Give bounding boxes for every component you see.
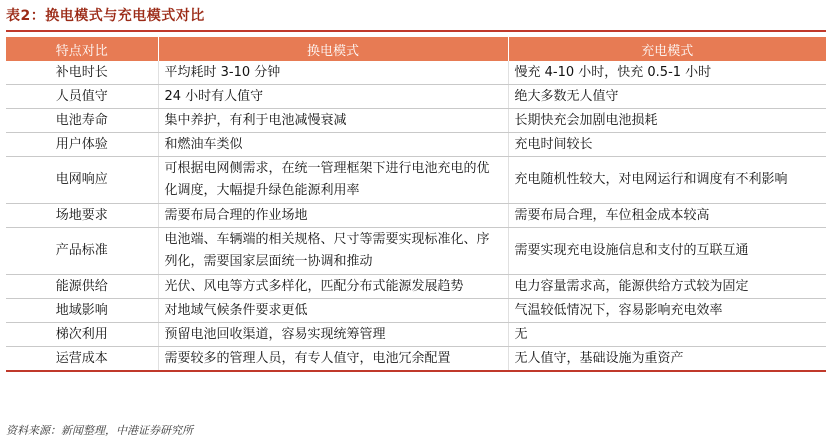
charge-cell: 气温较低情况下，容易影响充电效率 (508, 299, 826, 323)
feature-cell: 地域影响 (6, 299, 158, 323)
swap-cell: 电池端、车辆端的相关规格、尺寸等需要实现标准化、序列化，需要国家层面统一协调和推动 (158, 228, 508, 275)
feature-cell: 补电时长 (6, 61, 158, 85)
swap-cell: 需要布局合理的作业场地 (158, 204, 508, 228)
charge-cell: 无人值守，基础设施为重资产 (508, 347, 826, 372)
charge-cell: 充电时间较长 (508, 133, 826, 157)
swap-cell: 预留电池回收渠道，容易实现统筹管理 (158, 323, 508, 347)
charge-cell: 绝大多数无人值守 (508, 85, 826, 109)
feature-cell: 梯次利用 (6, 323, 158, 347)
table-row (6, 204, 826, 228)
table-title: 表2：换电模式与充电模式对比 (6, 8, 205, 24)
feature-cell: 场地要求 (6, 204, 158, 228)
feature-cell: 产品标准 (6, 228, 158, 275)
table-row (6, 275, 826, 299)
table-row (6, 347, 826, 372)
title-divider (6, 30, 826, 32)
comparison-table (6, 37, 826, 372)
charge-cell: 电力容量需求高，能源供给方式较为固定 (508, 275, 826, 299)
table-row (6, 109, 826, 133)
swap-cell: 可根据电网侧需求，在统一管理框架下进行电池充电的优化调度，大幅提升绿色能源利用率 (158, 157, 508, 204)
feature-cell: 人员值守 (6, 85, 158, 109)
charge-cell: 无 (508, 323, 826, 347)
feature-cell: 电网响应 (6, 157, 158, 204)
charge-cell: 慢充 4-10 小时，快充 0.5-1 小时 (508, 61, 826, 85)
table-row (6, 61, 826, 85)
feature-cell: 运营成本 (6, 347, 158, 372)
header-feature: 特点对比 (6, 37, 158, 61)
header-swap-mode: 换电模式 (158, 37, 508, 61)
table-row (6, 299, 826, 323)
charge-cell: 需要实现充电设施信息和支付的互联互通 (508, 228, 826, 275)
charge-cell: 充电随机性较大，对电网运行和调度有不利影响 (508, 157, 826, 204)
source-note: 资料来源：新闻整理，中港证券研究所 (6, 424, 193, 437)
swap-cell: 集中养护，有利于电池减慢衰减 (158, 109, 508, 133)
swap-cell: 光伏、风电等方式多样化，匹配分布式能源发展趋势 (158, 275, 508, 299)
table-row (6, 228, 826, 275)
charge-cell: 长期快充会加剧电池损耗 (508, 109, 826, 133)
charge-cell: 需要布局合理，车位租金成本较高 (508, 204, 826, 228)
feature-cell: 电池寿命 (6, 109, 158, 133)
table-row (6, 133, 826, 157)
swap-cell: 和燃油车类似 (158, 133, 508, 157)
swap-cell: 24 小时有人值守 (158, 85, 508, 109)
swap-cell: 平均耗时 3-10 分钟 (158, 61, 508, 85)
table-row (6, 85, 826, 109)
table-row (6, 157, 826, 204)
swap-cell: 对地域气候条件要求更低 (158, 299, 508, 323)
swap-cell: 需要较多的管理人员，有专人值守，电池冗余配置 (158, 347, 508, 372)
header-charge-mode: 充电模式 (508, 37, 826, 61)
header-row (6, 37, 826, 61)
feature-cell: 用户体验 (6, 133, 158, 157)
feature-cell: 能源供给 (6, 275, 158, 299)
table-row (6, 323, 826, 347)
